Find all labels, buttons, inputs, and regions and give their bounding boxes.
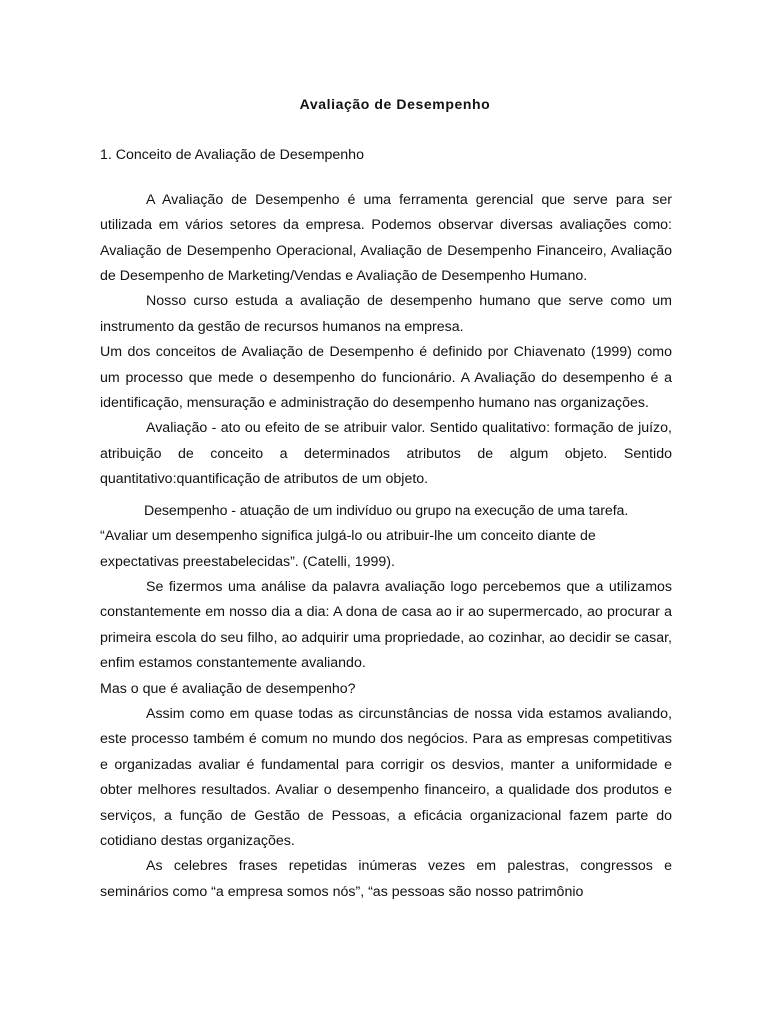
quote-paragraph: “Avaliar um desempenho significa julgá-lo ou atribuir-lhe um conceito diante de expectativas preestabelecidas”. (Catelli, 1999). [100,528,596,570]
question-line: Mas o que é avaliação de desempenho? [100,680,356,697]
section-heading: 1. Conceito de Avaliação de Desempenho [100,147,364,164]
paragraph-1: A Avaliação de Desempenho é uma ferramenta gerencial que serve para ser utilizada em vários setores da empresa. Podemos observar diversas avaliações como: Avaliação de Desempenho Operacional, Avaliação de Desempenho Financeiro, Avaliação de Desempenho de Marketing/Vendas e Avaliação de Desempenho Humano. [100,191,672,285]
paragraph-2: Nosso curso estuda a avaliação de desempenho humano que serve como um instrumento da gestão de recursos humanos na empresa. [100,293,672,335]
paragraph-4: Avaliação - ato ou efeito de se atribuir valor. Sentido qualitativo: formação de juízo, atribuição de conceito a determinados atributos de algum objeto. Sentido quantitativo:quantificação de atributos de um objeto. [100,420,672,488]
paragraph-7: Se fizermos uma análise da palavra avaliação logo percebemos que a utilizamos constantemente em nosso dia a dia: A dona de casa ao ir ao supermercado, ao procurar a primeira escola do seu filho, ao adquirir uma propriedade, ao cozinhar, ao decidir se casar, enfim estamos constantemente avaliando. [100,578,672,672]
document-title: Avaliação de Desempenho [299,96,491,112]
document-page [100,92,672,905]
paragraph-3: Um dos conceitos de Avaliação de Desempenho é definido por Chiavenato (1999) como um processo que mede o desempenho do funcionário. A Avaliação do desempenho é a identificação, mensuração e administração do desempenho humano nas organizações. [100,344,672,412]
paragraph-9: Assim como em quase todas as circunstâncias de nossa vida estamos avaliando, este processo também é comum no mundo dos negócios. Para as empresas competitivas e organizadas avaliar é fundamental para corrigir os desvios, manter a uniformidade e obter melhores resultados. Avaliar o desempenho financeiro, a qualidade dos produtos e serviços, a função de Gestão de Pessoas, a eficácia organizacional fazem parte do cotidiano destas organizações. [100,705,672,849]
paragraph-10: As celebres frases repetidas inúmeras vezes em palestras, congressos e seminários como “a empresa somos nós”, “as pessoas são nosso patrimônio [100,858,672,900]
paragraph-5: Desempenho - atuação de um indivíduo ou grupo na execução de uma tarefa. [144,502,629,519]
